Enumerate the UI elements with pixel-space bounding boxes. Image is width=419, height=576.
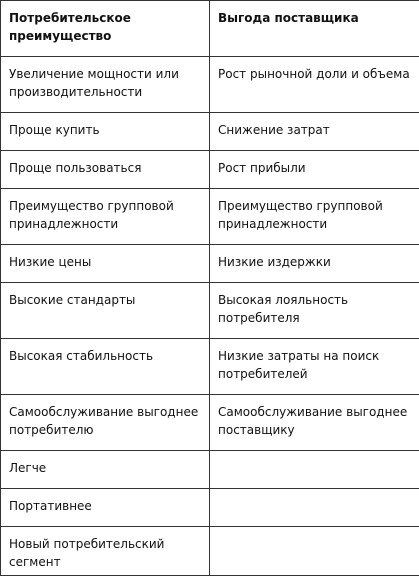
header-supplier-benefit: Выгода поставщика (210, 1, 419, 57)
table-row (1, 151, 419, 189)
table-row (1, 395, 419, 451)
consumer-benefit-cell: Новый потребительский сегмент (1, 527, 210, 576)
supplier-benefit-cell (210, 451, 419, 489)
supplier-benefit-cell: Рост рыночной доли и объема (210, 57, 419, 113)
supplier-benefit-cell (210, 527, 419, 576)
table-row (1, 189, 419, 245)
table-row (1, 113, 419, 151)
table-row (1, 283, 419, 339)
header-consumer-benefit: Потребительское преимущество (1, 1, 210, 57)
consumer-benefit-cell: Проще купить (1, 113, 210, 151)
supplier-benefit-cell: Самообслуживание выгоднее поставщику (210, 395, 419, 451)
consumer-benefit-cell: Самообслуживание выгоднее потребителю (1, 395, 210, 451)
consumer-benefit-cell: Легче (1, 451, 210, 489)
supplier-benefit-cell: Снижение затрат (210, 113, 419, 151)
table-row (1, 245, 419, 283)
supplier-benefit-cell: Рост прибыли (210, 151, 419, 189)
consumer-benefit-cell: Высокая стабильность (1, 339, 210, 395)
table-row (1, 339, 419, 395)
consumer-benefit-cell: Высокие стандарты (1, 283, 210, 339)
supplier-benefit-cell: Высокая лояльность потребителя (210, 283, 419, 339)
table-header-row (1, 1, 419, 57)
consumer-benefit-cell: Низкие цены (1, 245, 210, 283)
table-row (1, 489, 419, 527)
consumer-benefit-cell: Портативнее (1, 489, 210, 527)
table-row (1, 57, 419, 113)
consumer-benefit-cell: Проще пользоваться (1, 151, 210, 189)
consumer-benefit-cell: Преимущество групповой принадлежности (1, 189, 210, 245)
consumer-benefit-cell: Увеличение мощности или производительности (1, 57, 210, 113)
supplier-benefit-cell (210, 489, 419, 527)
supplier-benefit-cell: Низкие затраты на поиск потребителей (210, 339, 419, 395)
supplier-benefit-cell: Низкие издержки (210, 245, 419, 283)
supplier-benefit-cell: Преимущество групповой принадлежности (210, 189, 419, 245)
table-row (1, 451, 419, 489)
table-row (1, 527, 419, 576)
